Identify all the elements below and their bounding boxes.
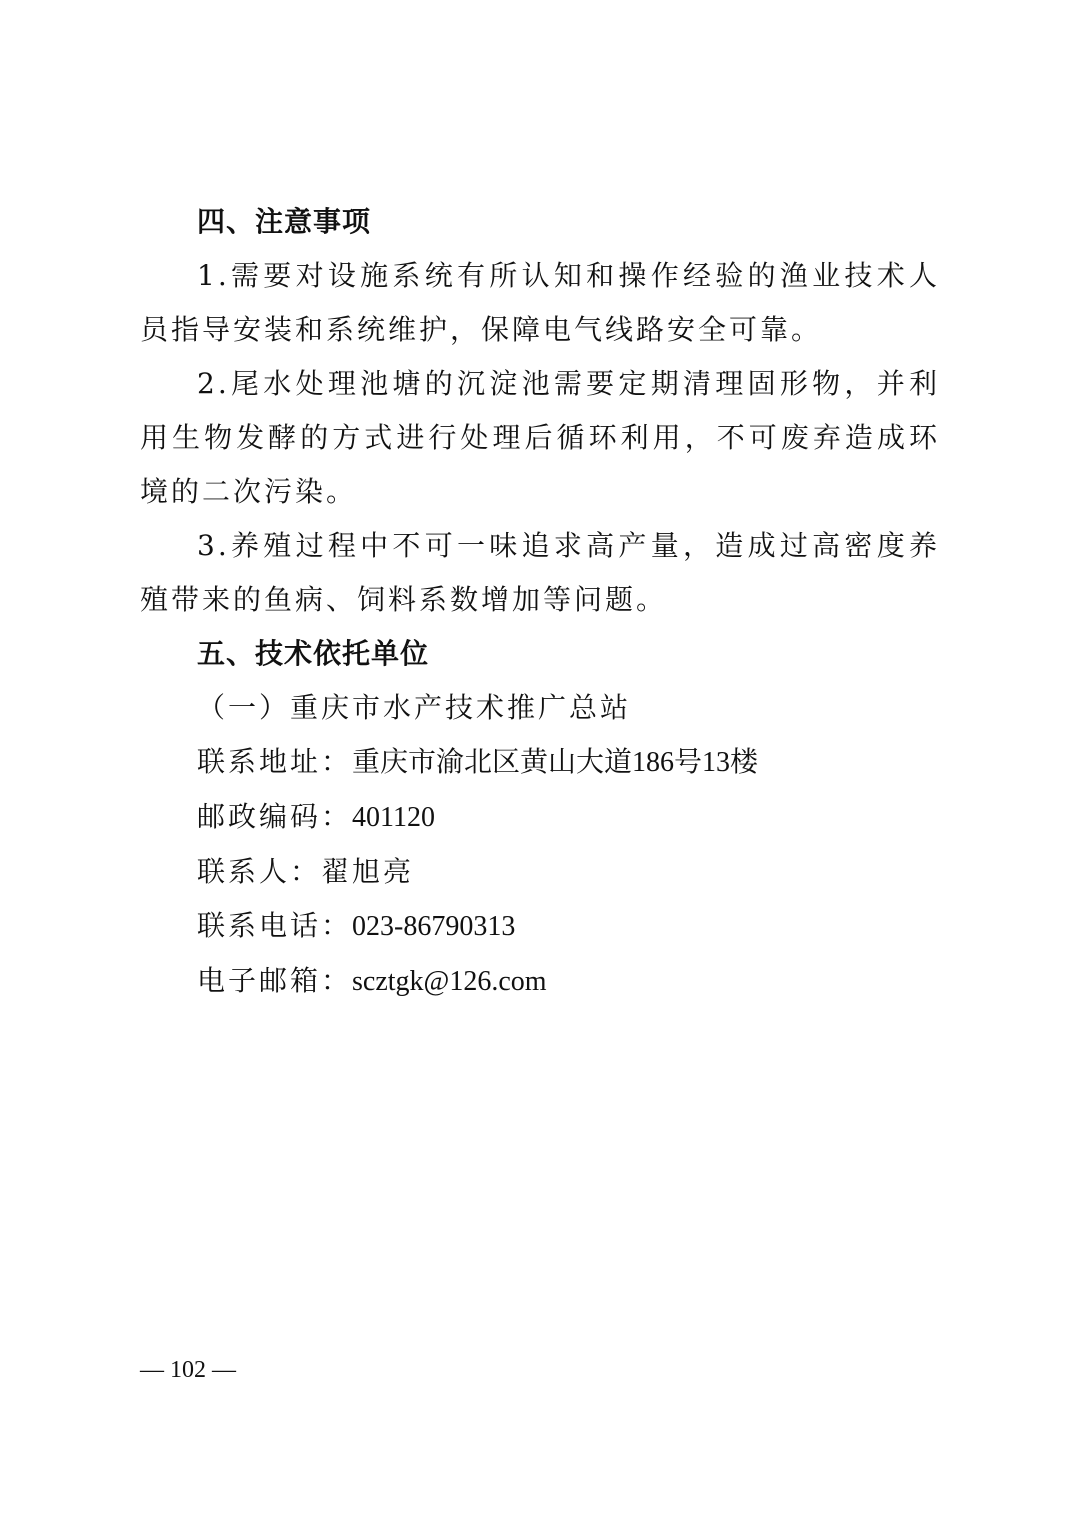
contact-person xyxy=(140,845,940,899)
contact-phone-value: 023-86790313 xyxy=(352,911,516,942)
notice-item-3: 3.养殖过程中不可一味追求高产量，造成过高密度养殖带来的鱼病、饲料系数增加等问题。 xyxy=(140,529,940,616)
postal-code-label: 邮政编码： xyxy=(197,800,353,833)
organization-name: （一）重庆市水产技术推广总站 xyxy=(197,691,632,724)
contact-address-value: 重庆市渝北区黄山大道186号13楼 xyxy=(352,747,759,778)
contact-email-value: scztgk@126.com xyxy=(352,966,547,997)
contact-person-label: 联系人： xyxy=(197,855,322,888)
notice-item-1: 1.需要对设施系统有所认知和操作经验的渔业技术人员指导安装和系统维护，保障电气线路安全可靠。 xyxy=(140,259,940,346)
contact-email xyxy=(140,954,940,1009)
postal-code xyxy=(140,790,940,845)
page-number: — 102 — xyxy=(140,1357,236,1383)
section-5-heading: 五、技术依托单位 xyxy=(197,637,430,670)
contact-email-label: 电子邮箱： xyxy=(197,964,353,997)
notice-item-2: 2.尾水处理池塘的沉淀池需要定期清理固形物，并利用生物发酵的方式进行处理后循环利用，不可废弃造成环境的二次污染。 xyxy=(140,367,940,508)
contact-address-label: 联系地址： xyxy=(197,745,353,778)
section-4-heading: 四、注意事项 xyxy=(197,205,372,238)
contact-phone-label: 联系电话： xyxy=(197,909,353,942)
postal-code-value: 401120 xyxy=(352,802,435,833)
contact-person-value: 翟旭亮 xyxy=(321,855,415,888)
page-content xyxy=(140,195,940,1009)
contact-phone xyxy=(140,899,940,954)
contact-address xyxy=(140,735,940,790)
